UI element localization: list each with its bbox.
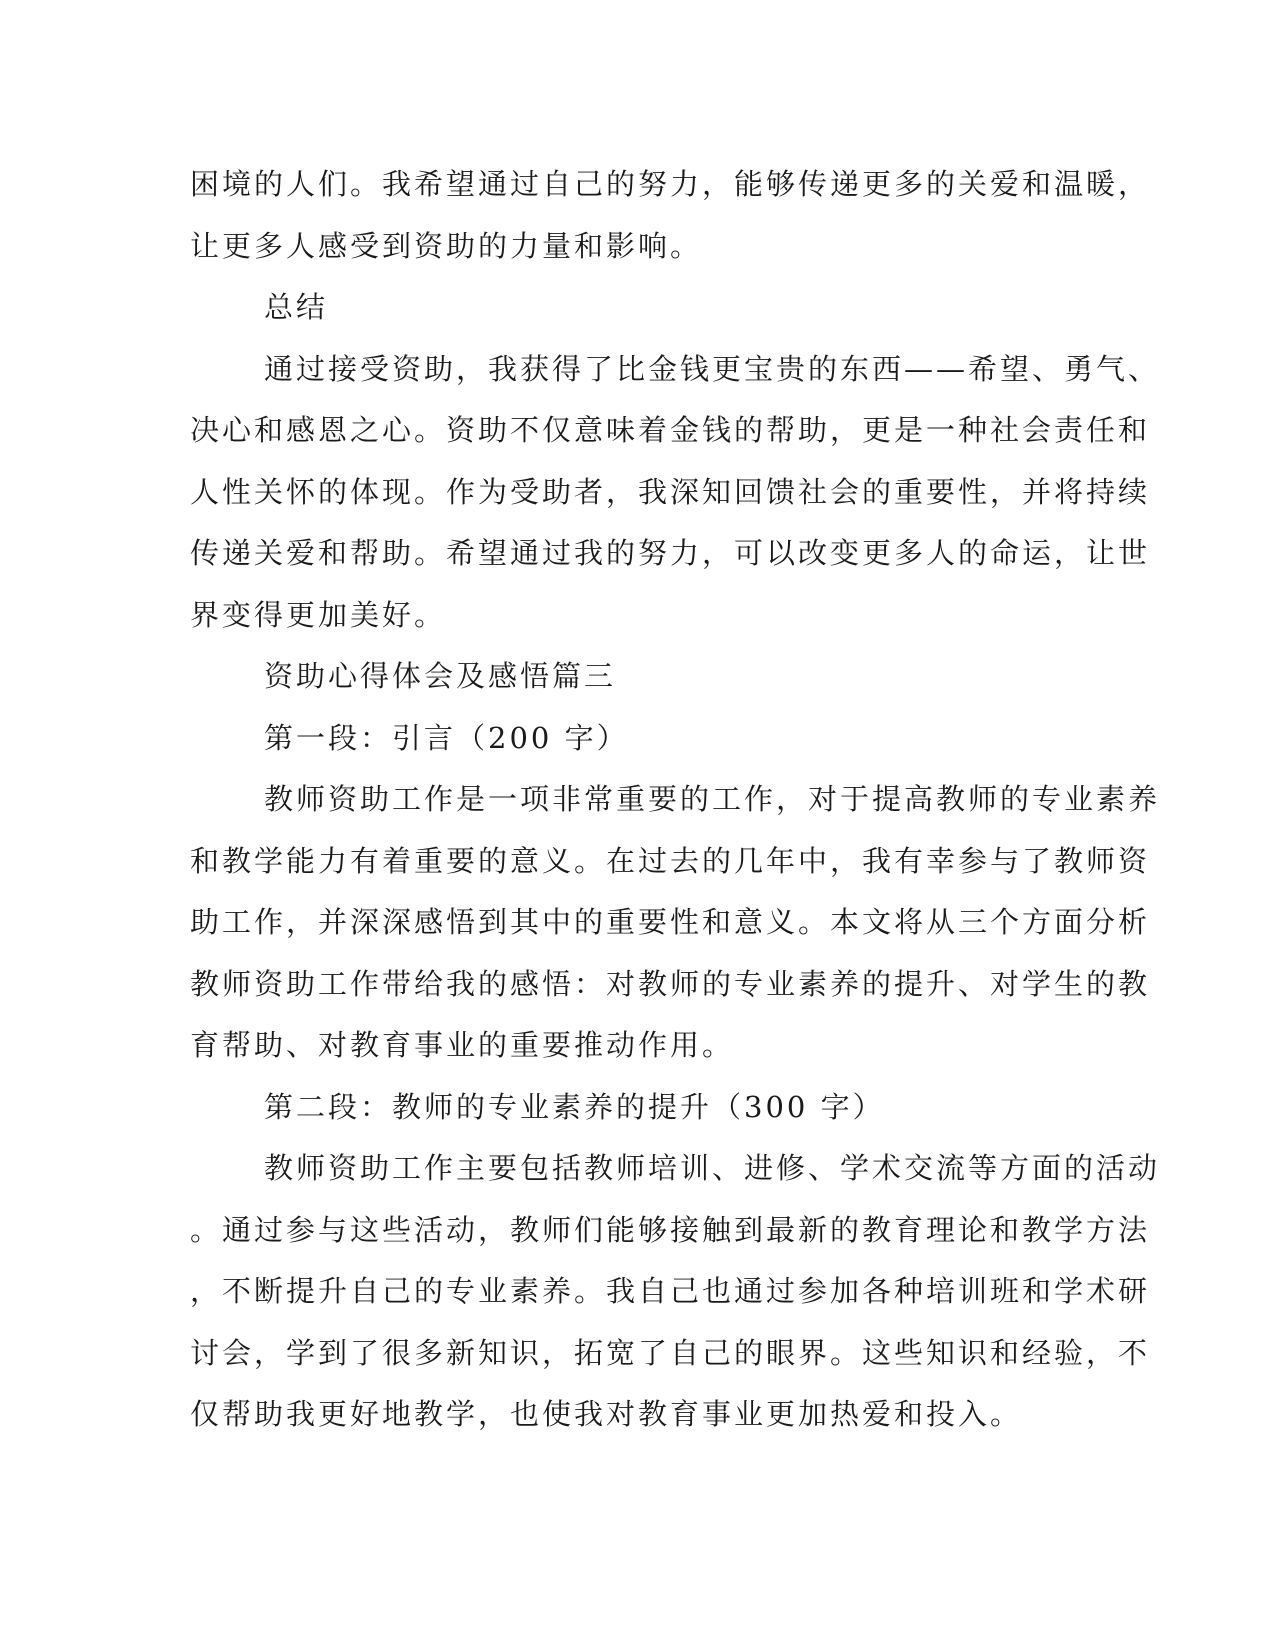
text-line: 育帮助、对教育事业的重要推动作用。	[190, 1028, 735, 1062]
article-title: 资助心得体会及感悟篇三	[264, 659, 617, 693]
text-line: 决心和感恩之心。资助不仅意味着金钱的帮助，更是一种社会责任和	[190, 413, 1151, 447]
text-line: 讨会，学到了很多新知识，拓宽了自己的眼界。这些知识和经验，不	[190, 1335, 1151, 1370]
section-heading-intro: 第一段：引言（200 字）	[264, 720, 629, 755]
text-line: 教师资助工作带给我的感悟：对教师的专业素养的提升、对学生的教	[190, 966, 1151, 1001]
text-line: 传递关爱和帮助。希望通过我的努力，可以改变更多人的命运，让世	[190, 536, 1151, 570]
text-line: 和教学能力有着重要的意义。在过去的几年中，我有幸参与了教师资	[190, 843, 1151, 878]
section-heading-second: 第二段：教师的专业素养的提升（300 字）	[264, 1089, 885, 1124]
text-line: 通过接受资助，我获得了比金钱更宝贵的东西——希望、勇气、	[264, 351, 1161, 386]
text-line: ，不断提升自己的专业素养。我自己也通过参加各种培训班和学术研	[190, 1274, 1151, 1308]
text-line: 仅帮助我更好地教学，也使我对教育事业更加热爱和投入。	[190, 1397, 1023, 1431]
text-line: 困境的人们。我希望通过自己的努力，能够传递更多的关爱和温暖，	[190, 167, 1151, 201]
text-line: 助工作，并深深感悟到其中的重要性和意义。本文将从三个方面分析	[190, 905, 1151, 939]
text-line: 教师资助工作主要包括教师培训、进修、学术交流等方面的活动	[264, 1151, 1161, 1185]
text-line: 界变得更加美好。	[190, 597, 447, 632]
document-body	[190, 164, 1161, 1456]
text-line: 。通过参与这些活动，教师们能够接触到最新的教育理论和教学方法	[190, 1212, 1151, 1247]
text-line: 让更多人感受到资助的力量和影响。	[190, 228, 703, 263]
section-heading-summary: 总结	[264, 290, 329, 324]
text-line: 人性关怀的体现。作为受助者，我深知回馈社会的重要性，并将持续	[190, 474, 1151, 509]
text-line: 教师资助工作是一项非常重要的工作，对于提高教师的专业素养	[264, 782, 1161, 816]
